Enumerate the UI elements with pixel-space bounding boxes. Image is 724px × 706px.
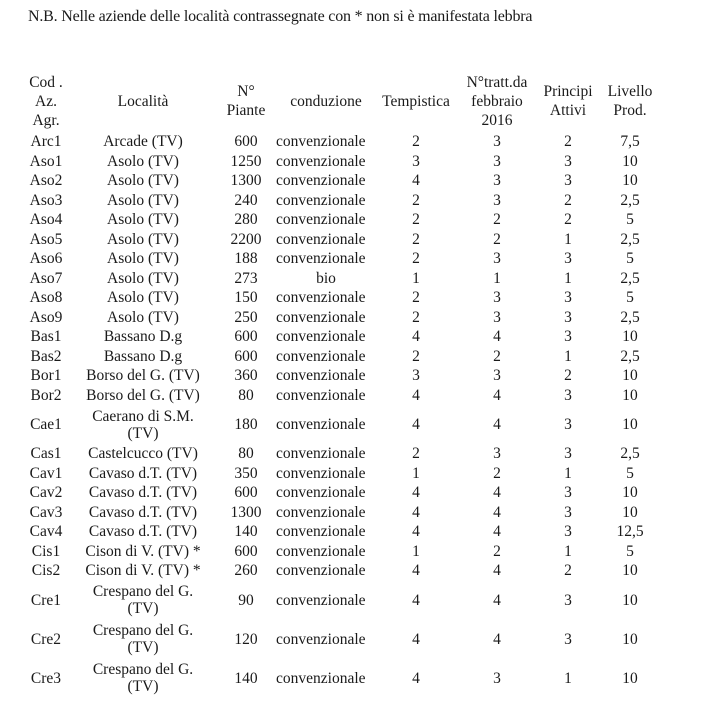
table-row xyxy=(22,132,662,152)
table-row xyxy=(22,405,662,444)
cell-conduzione: convenzionale xyxy=(276,542,366,560)
header-line: N°tratt.da xyxy=(466,73,528,91)
cell-cod: Bas2 xyxy=(30,347,62,365)
header-trattamenti xyxy=(456,70,538,132)
cell-localita: Asolo (TV) xyxy=(107,250,179,268)
cell-localita: Crespano del G. (TV) xyxy=(92,583,194,617)
cell-piante: 600 xyxy=(234,328,258,346)
cell-tempistica: 2 xyxy=(412,347,420,365)
cell-cod: Cre1 xyxy=(30,591,62,609)
table-body xyxy=(22,132,662,698)
cell-conduzione: convenzionale xyxy=(276,230,366,248)
cell-trattamenti: 3 xyxy=(493,191,501,209)
cell-trattamenti: 2 xyxy=(493,464,501,482)
header-line: 2016 xyxy=(481,111,513,129)
cell-localita: Bassano D.g xyxy=(103,347,183,365)
cell-livello: 5 xyxy=(626,542,634,560)
cell-localita: Cavaso d.T. (TV) xyxy=(88,503,198,521)
cell-tempistica: 2 xyxy=(412,230,420,248)
cell-cod: Aso6 xyxy=(29,250,63,268)
cell-localita: Cavaso d.T. (TV) xyxy=(88,484,198,502)
table-row xyxy=(22,581,662,620)
cell-piante: 280 xyxy=(234,211,258,229)
header-principi xyxy=(538,70,598,132)
header-line: Località xyxy=(117,92,169,110)
cell-cod: Aso4 xyxy=(29,211,63,229)
cell-trattamenti: 3 xyxy=(493,367,501,385)
cell-livello: 5 xyxy=(626,250,634,268)
cell-livello: 10 xyxy=(622,367,638,385)
header-livello xyxy=(598,70,662,132)
cell-principi: 1 xyxy=(564,269,572,287)
cell-principi: 3 xyxy=(564,152,572,170)
cell-piante: 2200 xyxy=(230,230,262,248)
cell-tempistica: 3 xyxy=(412,367,420,385)
cell-trattamenti: 2 xyxy=(493,542,501,560)
cell-piante: 140 xyxy=(234,523,258,541)
header-line: N° xyxy=(237,83,255,100)
cell-localita: Cison di V. (TV) * xyxy=(85,562,201,580)
header-line: Attivi xyxy=(549,102,587,119)
cell-cod: Bor2 xyxy=(30,386,62,404)
cell-livello: 2,5 xyxy=(620,230,640,248)
cell-principi: 2 xyxy=(564,562,572,580)
header-line: Principi xyxy=(543,83,593,100)
cell-localita: Bassano D.g xyxy=(103,328,183,346)
cell-conduzione: convenzionale xyxy=(276,367,366,385)
cell-principi: 3 xyxy=(564,328,572,346)
cell-principi: 2 xyxy=(564,133,572,151)
cell-principi: 3 xyxy=(564,445,572,463)
cell-principi: 3 xyxy=(564,308,572,326)
cell-principi: 3 xyxy=(564,591,572,609)
table-row xyxy=(22,659,662,698)
table-row xyxy=(22,561,662,581)
cell-tempistica: 4 xyxy=(412,503,420,521)
cell-tempistica: 4 xyxy=(412,328,420,346)
cell-livello: 2,5 xyxy=(620,445,640,463)
table-row xyxy=(22,308,662,328)
cell-tempistica: 2 xyxy=(412,308,420,326)
cell-localita: Castelcucco (TV) xyxy=(88,445,198,463)
cell-conduzione: convenzionale xyxy=(276,211,366,229)
cell-livello: 10 xyxy=(622,152,638,170)
header-piante xyxy=(216,70,276,132)
cell-trattamenti: 3 xyxy=(493,133,501,151)
table-row xyxy=(22,327,662,347)
cell-piante: 260 xyxy=(234,562,258,580)
cell-livello: 10 xyxy=(622,328,638,346)
cell-trattamenti: 4 xyxy=(493,503,501,521)
cell-piante: 600 xyxy=(234,347,258,365)
cell-livello: 2,5 xyxy=(620,269,640,287)
cell-tempistica: 1 xyxy=(412,269,420,287)
header-tempistica xyxy=(376,70,456,132)
cell-cod: Cav2 xyxy=(29,484,63,502)
cell-cod: Bas1 xyxy=(30,328,62,346)
cell-cod: Cav4 xyxy=(29,523,63,541)
table-row xyxy=(22,444,662,464)
cell-cod: Arc1 xyxy=(30,133,62,151)
cell-principi: 2 xyxy=(564,191,572,209)
cell-principi: 3 xyxy=(564,503,572,521)
farms-table xyxy=(22,70,662,698)
table-row xyxy=(22,230,662,250)
cell-piante: 1250 xyxy=(230,152,262,170)
cell-trattamenti: 4 xyxy=(493,416,501,433)
cell-localita: Asolo (TV) xyxy=(107,269,179,287)
cell-cod: Cre3 xyxy=(30,669,62,687)
cell-piante: 150 xyxy=(234,289,258,307)
cell-conduzione: convenzionale xyxy=(276,133,366,151)
cell-tempistica: 2 xyxy=(412,289,420,307)
cell-principi: 3 xyxy=(564,289,572,307)
cell-cod: Cre2 xyxy=(30,630,62,648)
cell-principi: 3 xyxy=(564,386,572,404)
header-line: febbraio xyxy=(471,92,523,110)
cell-trattamenti: 3 xyxy=(493,289,501,307)
cell-trattamenti: 2 xyxy=(493,211,501,229)
cell-principi: 3 xyxy=(564,416,572,433)
table-row xyxy=(22,347,662,367)
table-row xyxy=(22,269,662,289)
cell-livello: 10 xyxy=(622,591,638,609)
cell-localita: Crespano del G. (TV) xyxy=(92,661,194,695)
cell-principi: 3 xyxy=(564,630,572,648)
cell-tempistica: 4 xyxy=(412,386,420,404)
cell-conduzione: convenzionale xyxy=(276,523,366,541)
header-line: Agr. xyxy=(32,111,60,129)
cell-principi: 1 xyxy=(564,464,572,482)
table-row xyxy=(22,386,662,406)
cell-conduzione: convenzionale xyxy=(276,445,366,463)
cell-trattamenti: 3 xyxy=(493,250,501,268)
cell-livello: 10 xyxy=(622,503,638,521)
cell-livello: 2,5 xyxy=(620,308,640,326)
table-row xyxy=(22,152,662,172)
cell-principi: 3 xyxy=(564,250,572,268)
cell-localita: Asolo (TV) xyxy=(107,152,179,170)
cell-localita: Arcade (TV) xyxy=(103,133,183,151)
cell-conduzione: convenzionale xyxy=(276,503,366,521)
cell-cod: Aso8 xyxy=(29,289,63,307)
cell-tempistica: 4 xyxy=(412,630,420,648)
cell-conduzione: convenzionale xyxy=(276,416,366,433)
cell-piante: 180 xyxy=(234,416,258,433)
cell-piante: 1300 xyxy=(230,503,262,521)
cell-cod: Aso9 xyxy=(29,308,63,326)
header-line: Prod. xyxy=(613,102,647,119)
cell-localita: Asolo (TV) xyxy=(107,172,179,190)
cell-trattamenti: 2 xyxy=(493,230,501,248)
cell-tempistica: 1 xyxy=(412,542,420,560)
cell-principi: 1 xyxy=(564,542,572,560)
cell-trattamenti: 4 xyxy=(493,591,501,609)
cell-conduzione: convenzionale xyxy=(276,464,366,482)
cell-piante: 140 xyxy=(234,669,258,687)
table-row xyxy=(22,288,662,308)
header-cod xyxy=(22,70,70,132)
cell-piante: 250 xyxy=(234,308,258,326)
cell-cod: Aso2 xyxy=(29,172,63,190)
cell-localita: Cison di V. (TV) * xyxy=(85,542,201,560)
cell-trattamenti: 3 xyxy=(493,152,501,170)
cell-conduzione: convenzionale xyxy=(276,152,366,170)
cell-tempistica: 2 xyxy=(412,445,420,463)
cell-livello: 5 xyxy=(626,289,634,307)
header-conduzione xyxy=(276,70,376,132)
cell-trattamenti: 4 xyxy=(493,328,501,346)
cell-conduzione: bio xyxy=(316,269,336,287)
cell-tempistica: 1 xyxy=(412,464,420,482)
cell-cod: Cav3 xyxy=(29,503,63,521)
cell-localita: Borso del G. (TV) xyxy=(86,367,200,385)
cell-principi: 3 xyxy=(564,484,572,502)
header-line: Livello xyxy=(607,83,653,100)
cell-piante: 600 xyxy=(234,133,258,151)
cell-conduzione: convenzionale xyxy=(276,562,366,580)
cell-conduzione: convenzionale xyxy=(276,250,366,268)
cell-livello: 5 xyxy=(626,464,634,482)
table-row xyxy=(22,464,662,484)
cell-conduzione: convenzionale xyxy=(276,328,366,346)
cell-principi: 2 xyxy=(564,211,572,229)
cell-conduzione: convenzionale xyxy=(276,172,366,190)
cell-livello: 5 xyxy=(626,211,634,229)
table-header-row xyxy=(22,70,662,132)
header-line: conduzione xyxy=(290,92,362,110)
cell-piante: 350 xyxy=(234,464,258,482)
cell-conduzione: convenzionale xyxy=(276,191,366,209)
cell-localita: Asolo (TV) xyxy=(107,211,179,229)
cell-cod: Cav1 xyxy=(29,464,63,482)
cell-principi: 1 xyxy=(564,669,572,687)
cell-trattamenti: 4 xyxy=(493,386,501,404)
cell-livello: 10 xyxy=(622,416,638,433)
cell-localita: Caerano di S.M. (TV) xyxy=(92,407,194,442)
cell-cod: Aso5 xyxy=(29,230,63,248)
cell-piante: 120 xyxy=(234,630,258,648)
cell-localita: Borso del G. (TV) xyxy=(86,386,200,404)
cell-tempistica: 4 xyxy=(412,591,420,609)
cell-trattamenti: 4 xyxy=(493,562,501,580)
cell-trattamenti: 3 xyxy=(493,445,501,463)
cell-conduzione: convenzionale xyxy=(276,308,366,326)
cell-cod: Cas1 xyxy=(30,445,62,463)
cell-cod: Aso3 xyxy=(29,191,63,209)
cell-localita: Asolo (TV) xyxy=(107,308,179,326)
cell-cod: Cis1 xyxy=(31,542,61,560)
table-row xyxy=(22,191,662,211)
table-row xyxy=(22,522,662,542)
table-row xyxy=(22,171,662,191)
table-row xyxy=(22,249,662,269)
header-line: Tempistica xyxy=(382,92,450,110)
cell-piante: 80 xyxy=(238,386,254,404)
cell-trattamenti: 4 xyxy=(493,484,501,502)
cell-livello: 10 xyxy=(622,172,638,190)
cell-conduzione: convenzionale xyxy=(276,484,366,502)
cell-trattamenti: 4 xyxy=(493,630,501,648)
cell-conduzione: convenzionale xyxy=(276,591,366,609)
cell-livello: 12,5 xyxy=(616,523,644,541)
cell-livello: 2,5 xyxy=(620,191,640,209)
cell-tempistica: 4 xyxy=(412,484,420,502)
table-row xyxy=(22,542,662,562)
table-row xyxy=(22,366,662,386)
cell-tempistica: 4 xyxy=(412,669,420,687)
cell-tempistica: 3 xyxy=(412,152,420,170)
table-row xyxy=(22,210,662,230)
cell-conduzione: convenzionale xyxy=(276,386,366,404)
cell-cod: Cae1 xyxy=(30,416,62,433)
cell-localita: Cavaso d.T. (TV) xyxy=(88,464,198,482)
cell-principi: 1 xyxy=(564,230,572,248)
cell-tempistica: 2 xyxy=(412,191,420,209)
cell-localita: Asolo (TV) xyxy=(107,191,179,209)
cell-livello: 10 xyxy=(622,562,638,580)
cell-piante: 80 xyxy=(238,445,254,463)
cell-piante: 273 xyxy=(234,269,258,287)
cell-piante: 600 xyxy=(234,542,258,560)
cell-livello: 10 xyxy=(622,484,638,502)
cell-livello: 10 xyxy=(622,669,638,687)
cell-conduzione: convenzionale xyxy=(276,669,366,687)
cell-conduzione: convenzionale xyxy=(276,289,366,307)
cell-piante: 360 xyxy=(234,367,258,385)
table-row xyxy=(22,503,662,523)
cell-cod: Bor1 xyxy=(30,367,62,385)
cell-principi: 3 xyxy=(564,523,572,541)
cell-principi: 3 xyxy=(564,172,572,190)
cell-piante: 600 xyxy=(234,484,258,502)
cell-localita: Cavaso d.T. (TV) xyxy=(88,523,198,541)
cell-trattamenti: 4 xyxy=(493,523,501,541)
cell-localita: Crespano del G. (TV) xyxy=(92,622,194,656)
cell-trattamenti: 3 xyxy=(493,669,501,687)
cell-cod: Aso7 xyxy=(29,269,63,287)
cell-tempistica: 4 xyxy=(412,562,420,580)
cell-trattamenti: 3 xyxy=(493,308,501,326)
header-localita xyxy=(70,70,216,132)
cell-piante: 90 xyxy=(238,591,254,609)
cell-livello: 7,5 xyxy=(620,133,640,151)
cell-piante: 188 xyxy=(234,250,258,268)
cell-trattamenti: 1 xyxy=(493,269,501,287)
cell-principi: 2 xyxy=(564,367,572,385)
cell-tempistica: 4 xyxy=(412,416,420,433)
cell-trattamenti: 3 xyxy=(493,172,501,190)
cell-tempistica: 2 xyxy=(412,250,420,268)
table-row xyxy=(22,483,662,503)
cell-principi: 1 xyxy=(564,347,572,365)
cell-cod: Aso1 xyxy=(29,152,63,170)
cell-localita: Asolo (TV) xyxy=(107,289,179,307)
cell-tempistica: 4 xyxy=(412,523,420,541)
table-row xyxy=(22,620,662,659)
cell-livello: 2,5 xyxy=(620,347,640,365)
header-line: Cod . xyxy=(29,73,63,91)
cell-tempistica: 2 xyxy=(412,211,420,229)
cell-trattamenti: 2 xyxy=(493,347,501,365)
cell-conduzione: convenzionale xyxy=(276,347,366,365)
cell-localita: Asolo (TV) xyxy=(107,230,179,248)
footnote: N.B. Nelle aziende delle località contrassegnate con * non si è manifestata lebbra xyxy=(28,8,533,25)
header-line: Az. xyxy=(35,92,57,110)
header-line: Piante xyxy=(226,102,266,119)
cell-livello: 10 xyxy=(622,386,638,404)
cell-livello: 10 xyxy=(622,630,638,648)
cell-conduzione: convenzionale xyxy=(276,630,366,648)
cell-cod: Cis2 xyxy=(31,562,61,580)
cell-tempistica: 2 xyxy=(412,133,420,151)
cell-tempistica: 4 xyxy=(412,172,420,190)
cell-piante: 240 xyxy=(234,191,258,209)
cell-piante: 1300 xyxy=(230,172,262,190)
